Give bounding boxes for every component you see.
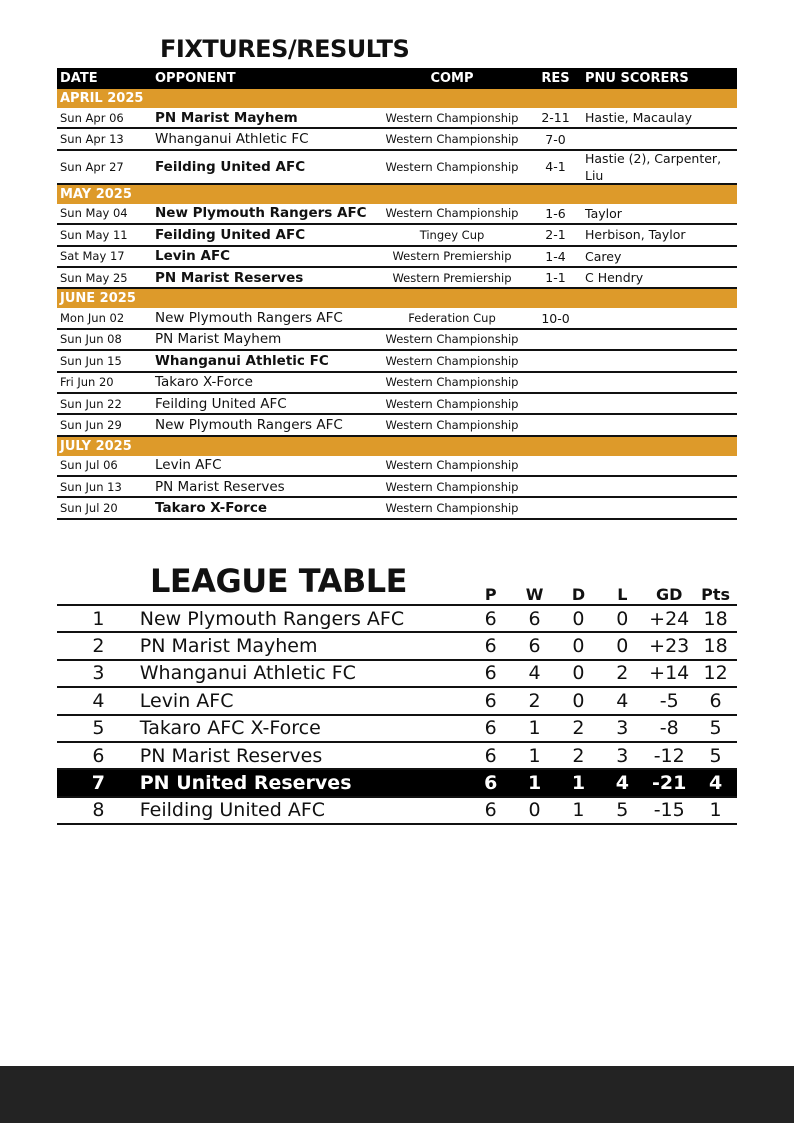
league-row: [57, 633, 737, 660]
fixture-scorers: Taylor: [585, 205, 622, 221]
league-won: 6: [528, 607, 541, 630]
fixture-date: Sun May 11: [60, 227, 128, 242]
fixture-row: [57, 373, 737, 394]
fixture-scorers: Carey: [585, 248, 622, 264]
header-date: DATE: [60, 71, 98, 86]
league-lost: 4: [616, 689, 629, 712]
league-lost: 0: [616, 635, 629, 658]
league-played: 6: [484, 662, 497, 685]
league-points: 1: [709, 799, 722, 822]
month-header: [57, 89, 737, 108]
league-won: 2: [528, 689, 541, 712]
league-won: 1: [528, 744, 541, 767]
league-lost: 4: [615, 772, 629, 795]
fixture-date: Sun Jun 08: [60, 332, 122, 347]
fixture-opponent: PN Marist Reserves: [155, 478, 285, 495]
fixture-competition: Tingey Cup: [419, 227, 485, 242]
league-team: PN Marist Mayhem: [139, 635, 318, 658]
league-row: [57, 798, 737, 825]
league-row: [57, 770, 737, 797]
fixture-opponent: Levin AFC: [155, 457, 222, 474]
header-lost: L: [617, 585, 628, 604]
league-goal-difference: +14: [649, 662, 690, 685]
fixture-competition: Western Championship: [385, 159, 519, 174]
fixture-row: [57, 308, 737, 329]
fixture-date: Sun Jul 20: [60, 501, 118, 516]
league-position: 6: [92, 744, 105, 767]
league-goal-difference: +24: [649, 607, 690, 630]
league-row: [57, 716, 737, 743]
fixture-competition: Western Premiership: [392, 270, 512, 285]
league-played: 6: [484, 635, 497, 658]
league-goal-difference: -21: [652, 772, 687, 795]
league-drawn: 0: [572, 607, 585, 630]
fixture-opponent: Whanganui Athletic FC: [155, 131, 309, 148]
footer-bar: [0, 1066, 794, 1123]
league-drawn: 2: [572, 744, 585, 767]
fixture-row: [57, 151, 737, 185]
fixture-row: [57, 394, 737, 415]
header-goal-difference: GD: [656, 585, 683, 604]
league-team: Feilding United AFC: [139, 799, 326, 822]
league-played: 6: [484, 744, 497, 767]
fixture-competition: Western Championship: [385, 110, 519, 125]
league-points: 5: [709, 744, 722, 767]
fixture-result: 1-1: [545, 270, 566, 286]
fixture-opponent: Whanganui Athletic FC: [155, 352, 329, 369]
league-table: [57, 604, 737, 825]
fixture-result: 2-11: [541, 110, 570, 126]
fixture-opponent: PN Marist Mayhem: [155, 331, 282, 348]
page-title: FIXTURES/RESULTS: [160, 35, 410, 63]
header-opponent: OPPONENT: [155, 71, 236, 86]
league-played: 6: [484, 799, 497, 822]
fixture-opponent: Takaro X-Force: [155, 500, 267, 517]
fixture-result: 7-0: [545, 131, 566, 147]
league-position: 3: [92, 662, 105, 685]
header-res: RES: [541, 71, 570, 86]
league-drawn: 0: [572, 689, 585, 712]
league-played: 6: [484, 689, 497, 712]
fixture-competition: Western Championship: [385, 206, 519, 221]
fixture-competition: Western Championship: [385, 501, 519, 516]
league-row: [57, 688, 737, 715]
fixture-scorers: Herbison, Taylor: [585, 227, 686, 243]
league-team: Whanganui Athletic FC: [139, 662, 356, 685]
league-row: [57, 743, 737, 770]
league-goal-difference: -5: [659, 689, 679, 712]
league-position: 4: [92, 689, 105, 712]
league-played: 6: [484, 607, 497, 630]
league-drawn: 1: [571, 772, 586, 795]
fixture-opponent: Levin AFC: [155, 248, 231, 265]
league-won: 4: [528, 662, 541, 685]
month-label: APRIL 2025: [60, 91, 144, 106]
header-scorers: PNU SCORERS: [585, 71, 689, 86]
fixture-row: [57, 351, 737, 372]
fixture-competition: Western Championship: [385, 132, 519, 147]
league-played: 6: [484, 772, 498, 795]
league-drawn: 2: [572, 717, 585, 740]
fixture-opponent: New Plymouth Rangers AFC: [155, 416, 343, 433]
fixture-competition: Western Premiership: [392, 249, 512, 264]
league-won: 1: [527, 772, 542, 795]
league-goal-difference: -12: [653, 744, 685, 767]
fixture-date: Sun Jun 13: [60, 479, 122, 494]
fixture-competition: Western Championship: [385, 458, 519, 473]
league-team: Takaro AFC X-Force: [139, 717, 321, 740]
fixture-row: [57, 268, 737, 289]
league-played: 6: [484, 717, 497, 740]
league-won: 0: [528, 799, 541, 822]
fixture-row: [57, 108, 737, 129]
fixture-opponent: PN Marist Reserves: [155, 269, 304, 286]
fixture-scorers: Hastie, Macaulay: [585, 110, 693, 126]
fixture-date: Sun Apr 06: [60, 110, 124, 125]
header-won: W: [525, 585, 544, 604]
league-position: 1: [92, 607, 105, 630]
fixture-opponent: Feilding United AFC: [155, 158, 306, 175]
league-team: PN United Reserves: [139, 772, 352, 795]
fixture-result: 4-1: [545, 159, 566, 175]
league-goal-difference: -8: [659, 717, 679, 740]
fixture-scorers: C Hendry: [585, 270, 644, 286]
month-header: [57, 185, 737, 204]
fixtures-table: [57, 68, 737, 520]
league-lost: 3: [616, 744, 629, 767]
league-won: 6: [528, 635, 541, 658]
fixture-row: [57, 456, 737, 477]
fixture-date: Sun Apr 13: [60, 132, 124, 147]
fixtures-header-row: [57, 68, 737, 89]
league-position: 7: [91, 772, 105, 795]
fixture-date: Sun May 25: [60, 270, 128, 285]
league-points: 18: [703, 607, 728, 630]
fixture-row: [57, 498, 737, 519]
header-played: P: [484, 585, 497, 604]
league-goal-difference: -15: [653, 799, 685, 822]
fixture-date: Sun Jun 15: [60, 353, 122, 368]
fixture-row: [57, 129, 737, 150]
fixture-opponent: Feilding United AFC: [155, 226, 306, 243]
fixture-competition: Western Championship: [385, 375, 519, 390]
fixture-date: Fri Jun 20: [60, 375, 114, 390]
fixture-competition: Western Championship: [385, 417, 519, 432]
fixture-date: Sun Apr 27: [60, 159, 124, 174]
league-position: 5: [92, 717, 105, 740]
fixture-result: 1-6: [545, 205, 566, 221]
league-lost: 2: [616, 662, 629, 685]
league-won: 1: [528, 717, 541, 740]
header-points: Pts: [701, 585, 731, 604]
fixture-date: Sun Jun 22: [60, 396, 122, 411]
fixture-competition: Western Championship: [385, 396, 519, 411]
fixture-opponent: New Plymouth Rangers AFC: [155, 310, 343, 327]
fixture-result: 10-0: [541, 310, 570, 326]
league-team: New Plymouth Rangers AFC: [139, 607, 405, 630]
month-header: [57, 437, 737, 456]
league-goal-difference: +23: [649, 635, 690, 658]
fixture-row: [57, 477, 737, 498]
fixture-date: Sun Jul 06: [60, 458, 118, 473]
fixture-opponent: PN Marist Mayhem: [155, 109, 298, 126]
header-drawn: D: [571, 585, 586, 604]
league-drawn: 0: [572, 662, 585, 685]
league-position: 2: [92, 635, 105, 658]
fixture-date: Sun Jun 29: [60, 417, 122, 432]
header-comp: COMP: [430, 71, 474, 86]
league-header-row: [57, 582, 737, 604]
league-drawn: 0: [572, 635, 585, 658]
fixture-result: 1-4: [545, 248, 566, 264]
fixture-date: Sun May 04: [60, 206, 128, 221]
fixture-competition: Western Championship: [385, 353, 519, 368]
league-position: 8: [92, 799, 105, 822]
league-drawn: 1: [572, 799, 585, 822]
league-team: Levin AFC: [139, 689, 234, 712]
fixture-competition: Western Championship: [385, 332, 519, 347]
league-lost: 5: [616, 799, 629, 822]
fixture-competition: Western Championship: [385, 479, 519, 494]
fixture-date: Mon Jun 02: [60, 311, 125, 326]
fixture-row: [57, 247, 737, 268]
fixture-row: [57, 415, 737, 436]
fixture-row: [57, 204, 737, 225]
month-label: JULY 2025: [60, 438, 132, 454]
month-header: [57, 289, 737, 308]
league-table-title: LEAGUE TABLE: [150, 562, 408, 600]
league-row: [57, 606, 737, 633]
league-points: 18: [703, 635, 728, 658]
league-points: 4: [708, 772, 723, 795]
fixture-row: [57, 330, 737, 351]
month-label: JUNE 2025: [60, 291, 136, 307]
fixture-opponent: New Plymouth Rangers AFC: [155, 205, 367, 222]
fixture-opponent: Takaro X-Force: [155, 374, 253, 391]
month-label: MAY 2025: [60, 186, 132, 202]
league-lost: 3: [616, 717, 629, 740]
league-points: 6: [709, 689, 722, 712]
league-row: [57, 661, 737, 688]
fixture-scorers: Hastie (2), Carpenter, Liu: [585, 150, 722, 183]
league-lost: 0: [616, 607, 629, 630]
fixture-opponent: Feilding United AFC: [155, 395, 287, 412]
fixture-competition: Federation Cup: [408, 311, 496, 326]
league-points: 12: [703, 662, 728, 685]
fixture-date: Sat May 17: [60, 249, 125, 264]
fixture-row: [57, 225, 737, 246]
league-team: PN Marist Reserves: [139, 744, 323, 767]
league-points: 5: [709, 717, 722, 740]
fixture-result: 2-1: [545, 227, 566, 243]
